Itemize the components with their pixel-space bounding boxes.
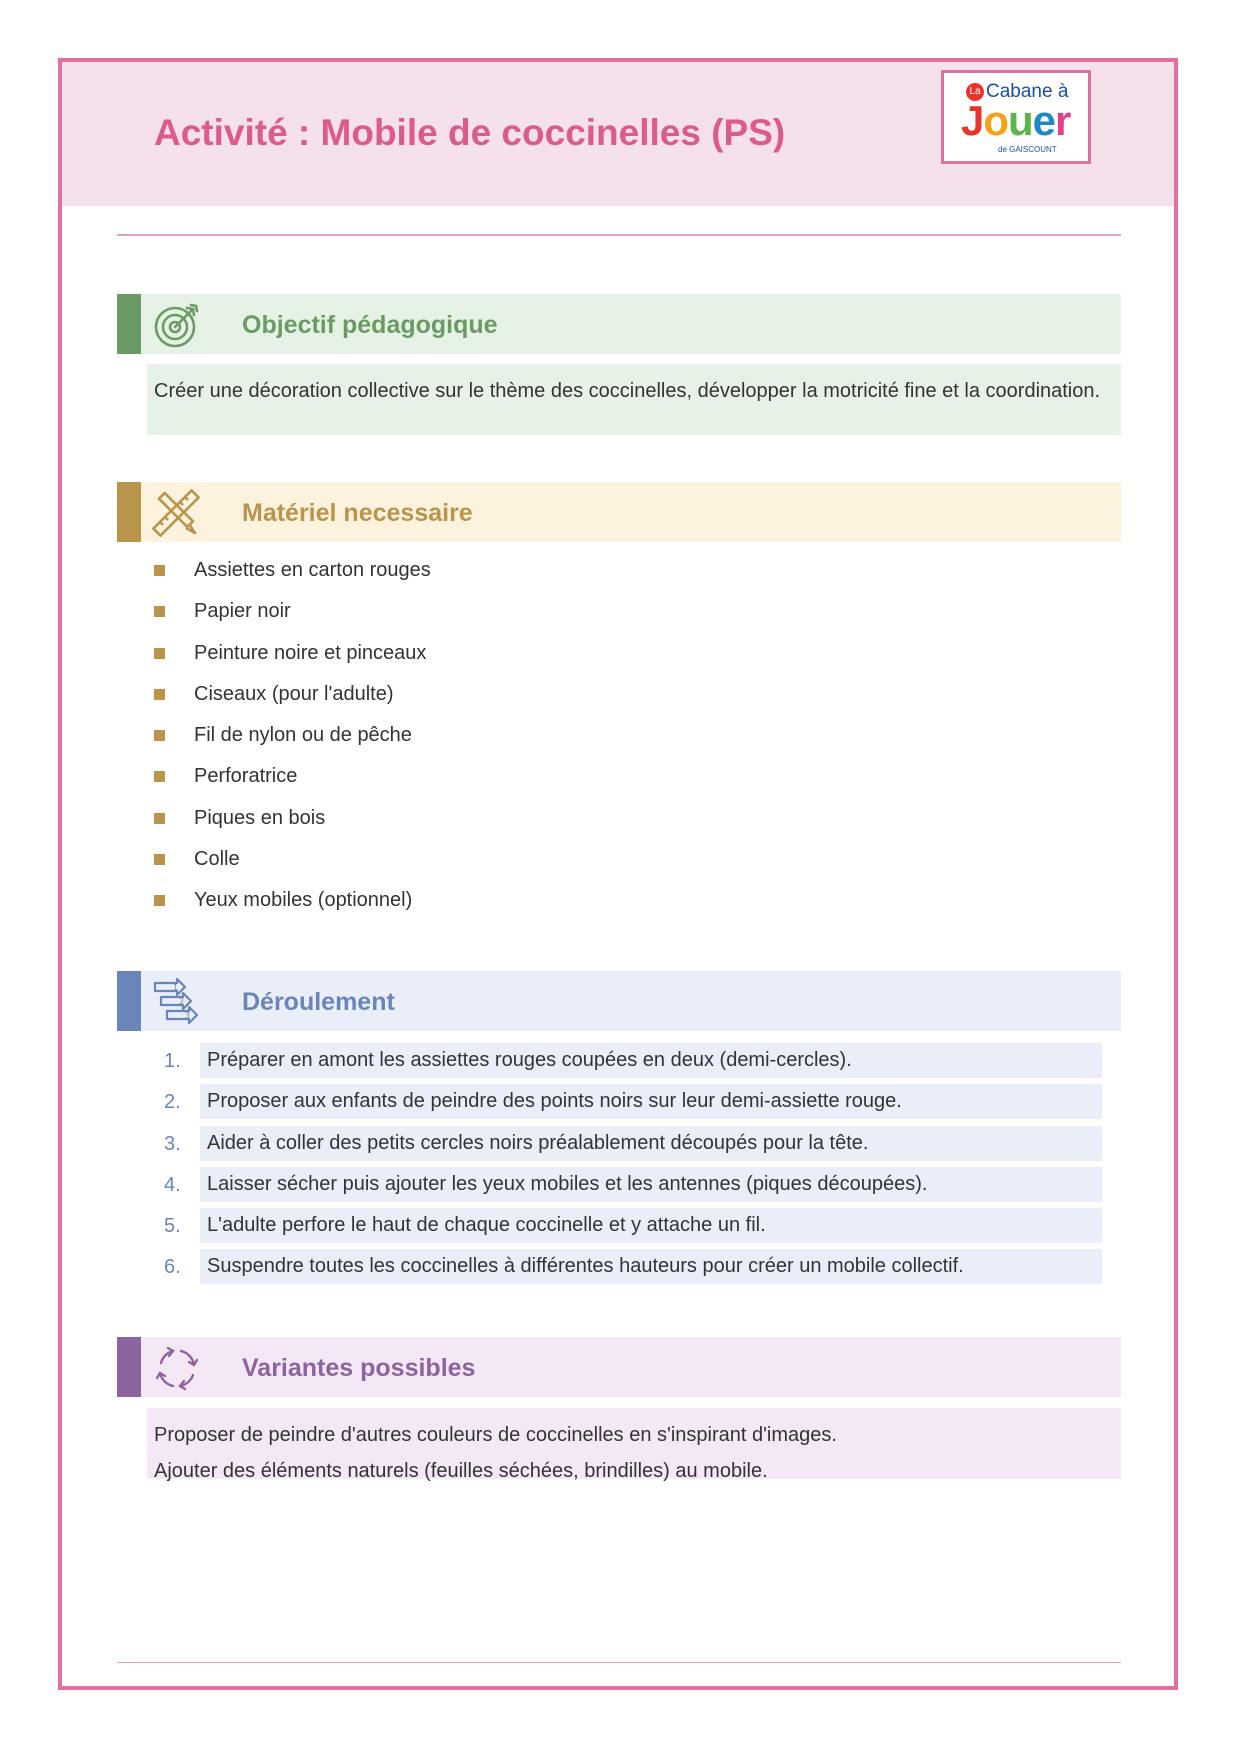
material-label: Colle	[194, 848, 240, 871]
variantes-text-box	[147, 1408, 1121, 1482]
square-bullet	[154, 813, 165, 824]
square-bullet	[154, 895, 165, 906]
square-bullet	[154, 854, 165, 865]
step-text: Aider à coller des petits cercles noirs préalablement découpés pour la tête.	[200, 1126, 1102, 1161]
square-bullet	[154, 771, 165, 782]
section-variantes-header	[117, 1337, 1121, 1397]
section-accent-bar	[117, 971, 141, 1031]
section-title: Objectif pédagogique	[242, 311, 498, 339]
step-number: 4.	[164, 1173, 181, 1196]
step-number: 2.	[164, 1091, 181, 1114]
logo-letter: J	[961, 97, 984, 144]
material-label: Fil de nylon ou de pêche	[194, 724, 412, 747]
section-accent-bar	[117, 1337, 141, 1397]
material-label: Papier noir	[194, 600, 291, 623]
step-text: Laisser sécher puis ajouter les yeux mobiles et les antennes (piques découpées).	[200, 1167, 1102, 1202]
objectif-text-box	[147, 364, 1121, 435]
section-accent-bar	[117, 294, 141, 354]
material-label: Yeux mobiles (optionnel)	[194, 889, 413, 912]
step-text: Suspendre toutes les coccinelles à différentes hauteurs pour créer un mobile collectif.	[200, 1249, 1102, 1284]
square-bullet	[154, 689, 165, 700]
material-label: Perforatrice	[194, 765, 298, 788]
ruler-pencil-icon	[151, 488, 203, 538]
material-label: Ciseaux (pour l'adulte)	[194, 682, 394, 705]
step-number: 5.	[164, 1215, 181, 1238]
variante-line: Ajouter des éléments naturels (feuilles séchées, brindilles) au mobile.	[154, 1460, 768, 1482]
material-label: Assiettes en carton rouges	[194, 559, 431, 581]
variante-line: Proposer de peindre d'autres couleurs de coccinelles en s'inspirant d'images.	[154, 1424, 837, 1446]
logo-main-text	[961, 97, 1070, 145]
section-objectif-header	[117, 294, 1121, 354]
step-text: Préparer en amont les assiettes rouges coupées en deux (demi-cercles).	[200, 1043, 1102, 1078]
square-bullet	[154, 565, 165, 576]
section-title: Déroulement	[242, 988, 395, 1016]
square-bullet	[154, 648, 165, 659]
svg-text:2: 2	[179, 997, 185, 1006]
logo-letter: r	[1055, 97, 1071, 144]
step-item	[150, 1208, 1100, 1249]
objectif-text: Créer une décoration collective sur le thème des coccinelles, développer la motricité fine et la coordination.	[154, 380, 1101, 402]
logo-badge: La	[966, 83, 984, 101]
step-number: 6.	[164, 1256, 181, 1279]
step-number: 1.	[164, 1050, 181, 1072]
step-text: Proposer aux enfants de peindre des points noirs sur leur demi-assiette rouge.	[200, 1084, 1102, 1119]
steps-icon	[151, 977, 203, 1027]
step-item	[150, 1126, 1100, 1167]
svg-text:1: 1	[173, 983, 179, 992]
material-label: Peinture noire et pinceaux	[194, 641, 427, 664]
step-number: 3.	[164, 1132, 181, 1155]
square-bullet	[154, 606, 165, 617]
section-accent-bar	[117, 482, 141, 542]
footer-divider	[117, 1662, 1121, 1663]
logo-letter: e	[1032, 97, 1056, 144]
brand-logo	[941, 70, 1091, 164]
logo-sub-text: de GAISCOUNT	[998, 145, 1057, 154]
material-label: Piques en bois	[194, 806, 326, 829]
logo-letter: u	[1008, 97, 1033, 144]
page-title: Activité : Mobile de coccinelles (PS)	[154, 112, 786, 153]
step-item	[150, 1167, 1100, 1208]
logo-letter: o	[983, 97, 1009, 144]
step-item	[150, 1043, 1100, 1084]
cycle-arrows-icon	[151, 1343, 203, 1393]
logo-cabane-text: Cabane à	[986, 81, 1069, 102]
section-title: Variantes possibles	[242, 1354, 476, 1382]
section-materiel-header	[117, 482, 1121, 542]
square-bullet	[154, 730, 165, 741]
steps-list	[150, 1043, 1100, 1291]
step-item	[150, 1249, 1100, 1290]
target-icon	[151, 300, 203, 350]
section-title: Matériel necessaire	[242, 499, 473, 527]
svg-text:3: 3	[185, 1011, 191, 1020]
section-deroulement-header	[117, 971, 1121, 1031]
step-item	[150, 1084, 1100, 1125]
header-divider	[117, 234, 1121, 236]
step-text: L'adulte perfore le haut de chaque coccinelle et y attache un fil.	[200, 1208, 1102, 1243]
